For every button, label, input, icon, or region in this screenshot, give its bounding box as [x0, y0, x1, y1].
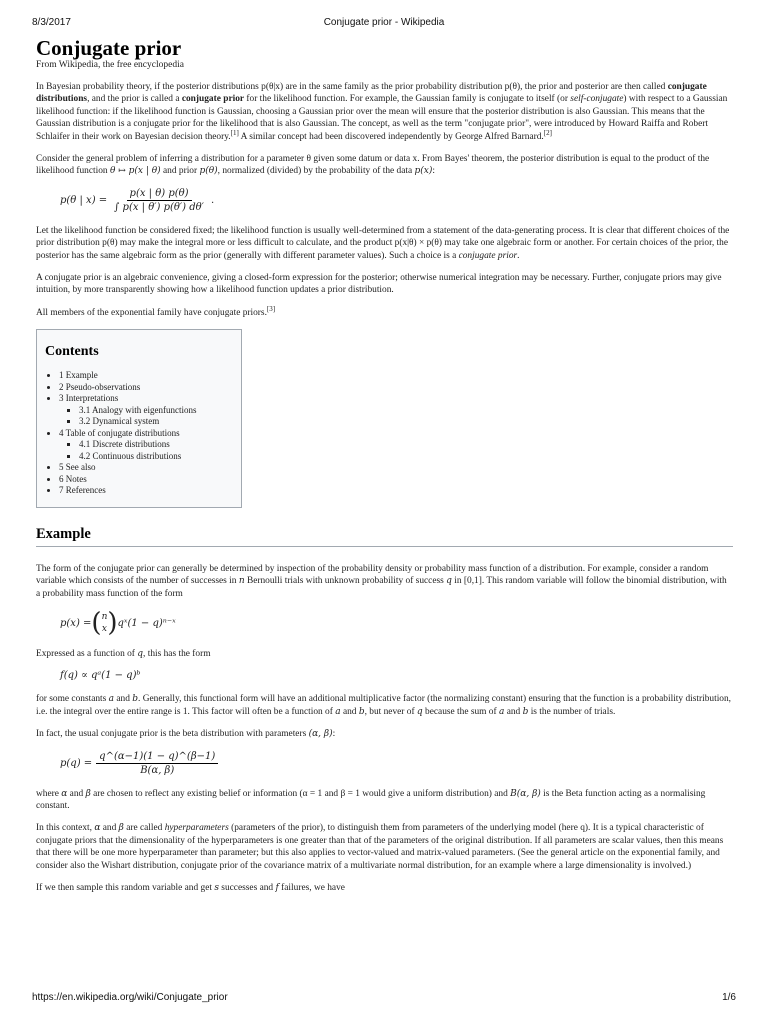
toc-link-interpretations[interactable]: 3 Interpretations	[59, 393, 119, 404]
citation-2[interactable]: [2]	[543, 128, 552, 137]
print-url: https://en.wikipedia.org/wiki/Conjugate_prior	[32, 992, 228, 1003]
article	[36, 36, 733, 904]
section-heading-example: Example	[36, 526, 733, 547]
intro-paragraph-2: Consider the general problem of inferring a distribution for a parameter θ given some datum or data x. From Bayes' theorem, the posterior distribution is equal to the product of the likelihood function θ ↦ p(x | θ) and prior p(θ), normalized (divided) by the probability of the data p(x):	[36, 154, 710, 177]
intro-paragraph-1: In Bayesian probability theory, if the posterior distributions p(θ|x) are in the same family as the prior probability distribution p(θ), the prior and posterior are then called conjugate distributions, and the prior is called a conjugate prior for the likelihood function. For example, the Gaussian family is conjugate to itself (or self-conjugate) with respect to a Gaussian likelihood function: if the likelihood function is Gaussian, choosing a Gaussian prior over the mean will ensure that the posterior distribution is also Gaussian. This means that the Gaussian distribution is a conjugate prior for the likelihood that is also Gaussian. The concept, as well as the term "conjugate prior", were introduced by Howard Raiffa and Robert Schlaifer in their work on Bayesian decision theory.[1] A similar concept had been discovered independently by George Alfred Barnard.[2]	[36, 82, 728, 142]
example-paragraph-1: The form of the conjugate prior can generally be determined by inspection of the probability density or probability mass function of a distribution. For example, consider a random variable which consists of the number of successes in n Bernoulli trials with unknown probability of success q in [0,1]. This random variable will follow the binomial distribution, with a probability mass function of the form	[36, 563, 727, 599]
example-paragraph-7: If we then sample this random variable and get s successes and f failures, we have	[36, 883, 345, 894]
binomial-equation: p(x) = ( n x ) qˣ(1 − q)ⁿ⁻ˣ	[60, 608, 176, 638]
citation-1[interactable]: [1]	[230, 128, 239, 137]
toc-link-table[interactable]: 4 Table of conjugate distributions	[59, 427, 180, 438]
proportional-equation: f(q) ∝ qᵃ(1 − q)ᵇ	[60, 670, 141, 682]
print-footer	[32, 992, 736, 1003]
toc-link-eigenfunctions[interactable]: 3.1 Analogy with eigenfunctions	[79, 404, 197, 415]
example-paragraph-5: where α and β are chosen to reflect any existing belief or information (α = 1 and β = 1 would give a uniform distribution) and B(α, β) is the Beta function acting as a normalising constant.	[36, 788, 706, 812]
toc-title: Contents	[45, 344, 99, 360]
example-paragraph-6: In this context, α and β are called hyperparameters (parameters of the prior), to distinguish them from parameters of the underlying model (here q). It is a typical characteristic of conjugate priors that the dimensionality of the hyperparameters is one greater than that of the parameters of the original distribution. If all parameters are scalar values, then this means that there will be one more hyperparameter than parameter; but this also applies to vector-valued and matrix-valued parameters. (See the general article on the exponential family, and consider also the Wishart distribution, conjugate prior of the covariance matrix of a multivariate normal distribution, for an example where a large dimensionality is involved.)	[36, 823, 724, 871]
toc-link-pseudo-observations[interactable]: 2 Pseudo-observations	[59, 381, 141, 392]
toc-link-notes[interactable]: 6 Notes	[59, 473, 87, 484]
citation-3[interactable]: [3]	[266, 304, 276, 313]
toc-link-continuous[interactable]: 4.2 Continuous distributions	[79, 450, 182, 461]
toc-link-example[interactable]: 1 Example	[59, 370, 98, 381]
example-paragraph-2: Expressed as a function of q, this has the form	[36, 649, 211, 659]
intro-paragraph-4: A conjugate prior is an algebraic convenience, giving a closed-form expression for the posterior; otherwise numerical integration may be necessary. Further, conjugate priors may give intuition, by more transparently showing how a likelihood function updates a prior distribution.	[36, 273, 722, 296]
beta-equation: p(q) = $\frac{q\^{}(\alpha-1)(1 - q)\^{}(\beta-1)}{B(\alpha, \beta)}$	[60, 751, 733, 776]
toc-link-references[interactable]: 7 References	[59, 485, 106, 496]
page-subtitle: From Wikipedia, the free encyclopedia	[36, 60, 184, 70]
print-header	[32, 17, 736, 28]
toc-link-discrete[interactable]: 4.1 Discrete distributions	[79, 439, 170, 450]
bayes-equation: p(θ | x) = $\frac{p(x | \theta) p(\theta)}{\int p(x | \theta') p(\theta') d\theta'}$ .	[60, 187, 215, 213]
print-page-number: 1/6	[722, 992, 736, 1003]
toc-link-dynamical-system[interactable]: 3.2 Dynamical system	[79, 416, 160, 427]
print-date: 8/3/2017	[32, 17, 71, 28]
intro-paragraph-5: All members of the exponential family have conjugate priors.[3]	[36, 304, 276, 318]
intro-paragraph-3: Let the likelihood function be considered fixed; the likelihood function is usually well-determined from a statement of the data-generating process. It is clear that different choices of the prior distribution p(θ) may make the integral more or less difficult to calculate, and the product p(x|θ) × p(θ) may take one algebraic form or another. For certain choices of the prior, the posterior has the same algebraic form as the prior (generally with different parameter values). Such a choice is a conjugate prior.	[36, 225, 730, 261]
page-title: Conjugate prior	[36, 36, 182, 60]
print-title: Conjugate prior - Wikipedia	[323, 17, 445, 28]
example-paragraph-3: for some constants a and b. Generally, this functional form will have an additional multiplicative factor (the normalizing constant) ensuring that the function is a probability distribution, i.e. the integral over the entire range is 1. This factor will often be a function of a and b, but never of q because the sum of a and b is the number of trials.	[36, 694, 732, 717]
example-paragraph-4: In fact, the usual conjugate prior is the beta distribution with parameters (α, β):	[36, 729, 336, 740]
table-of-contents	[36, 329, 242, 508]
toc-link-see-also[interactable]: 5 See also	[59, 462, 96, 473]
